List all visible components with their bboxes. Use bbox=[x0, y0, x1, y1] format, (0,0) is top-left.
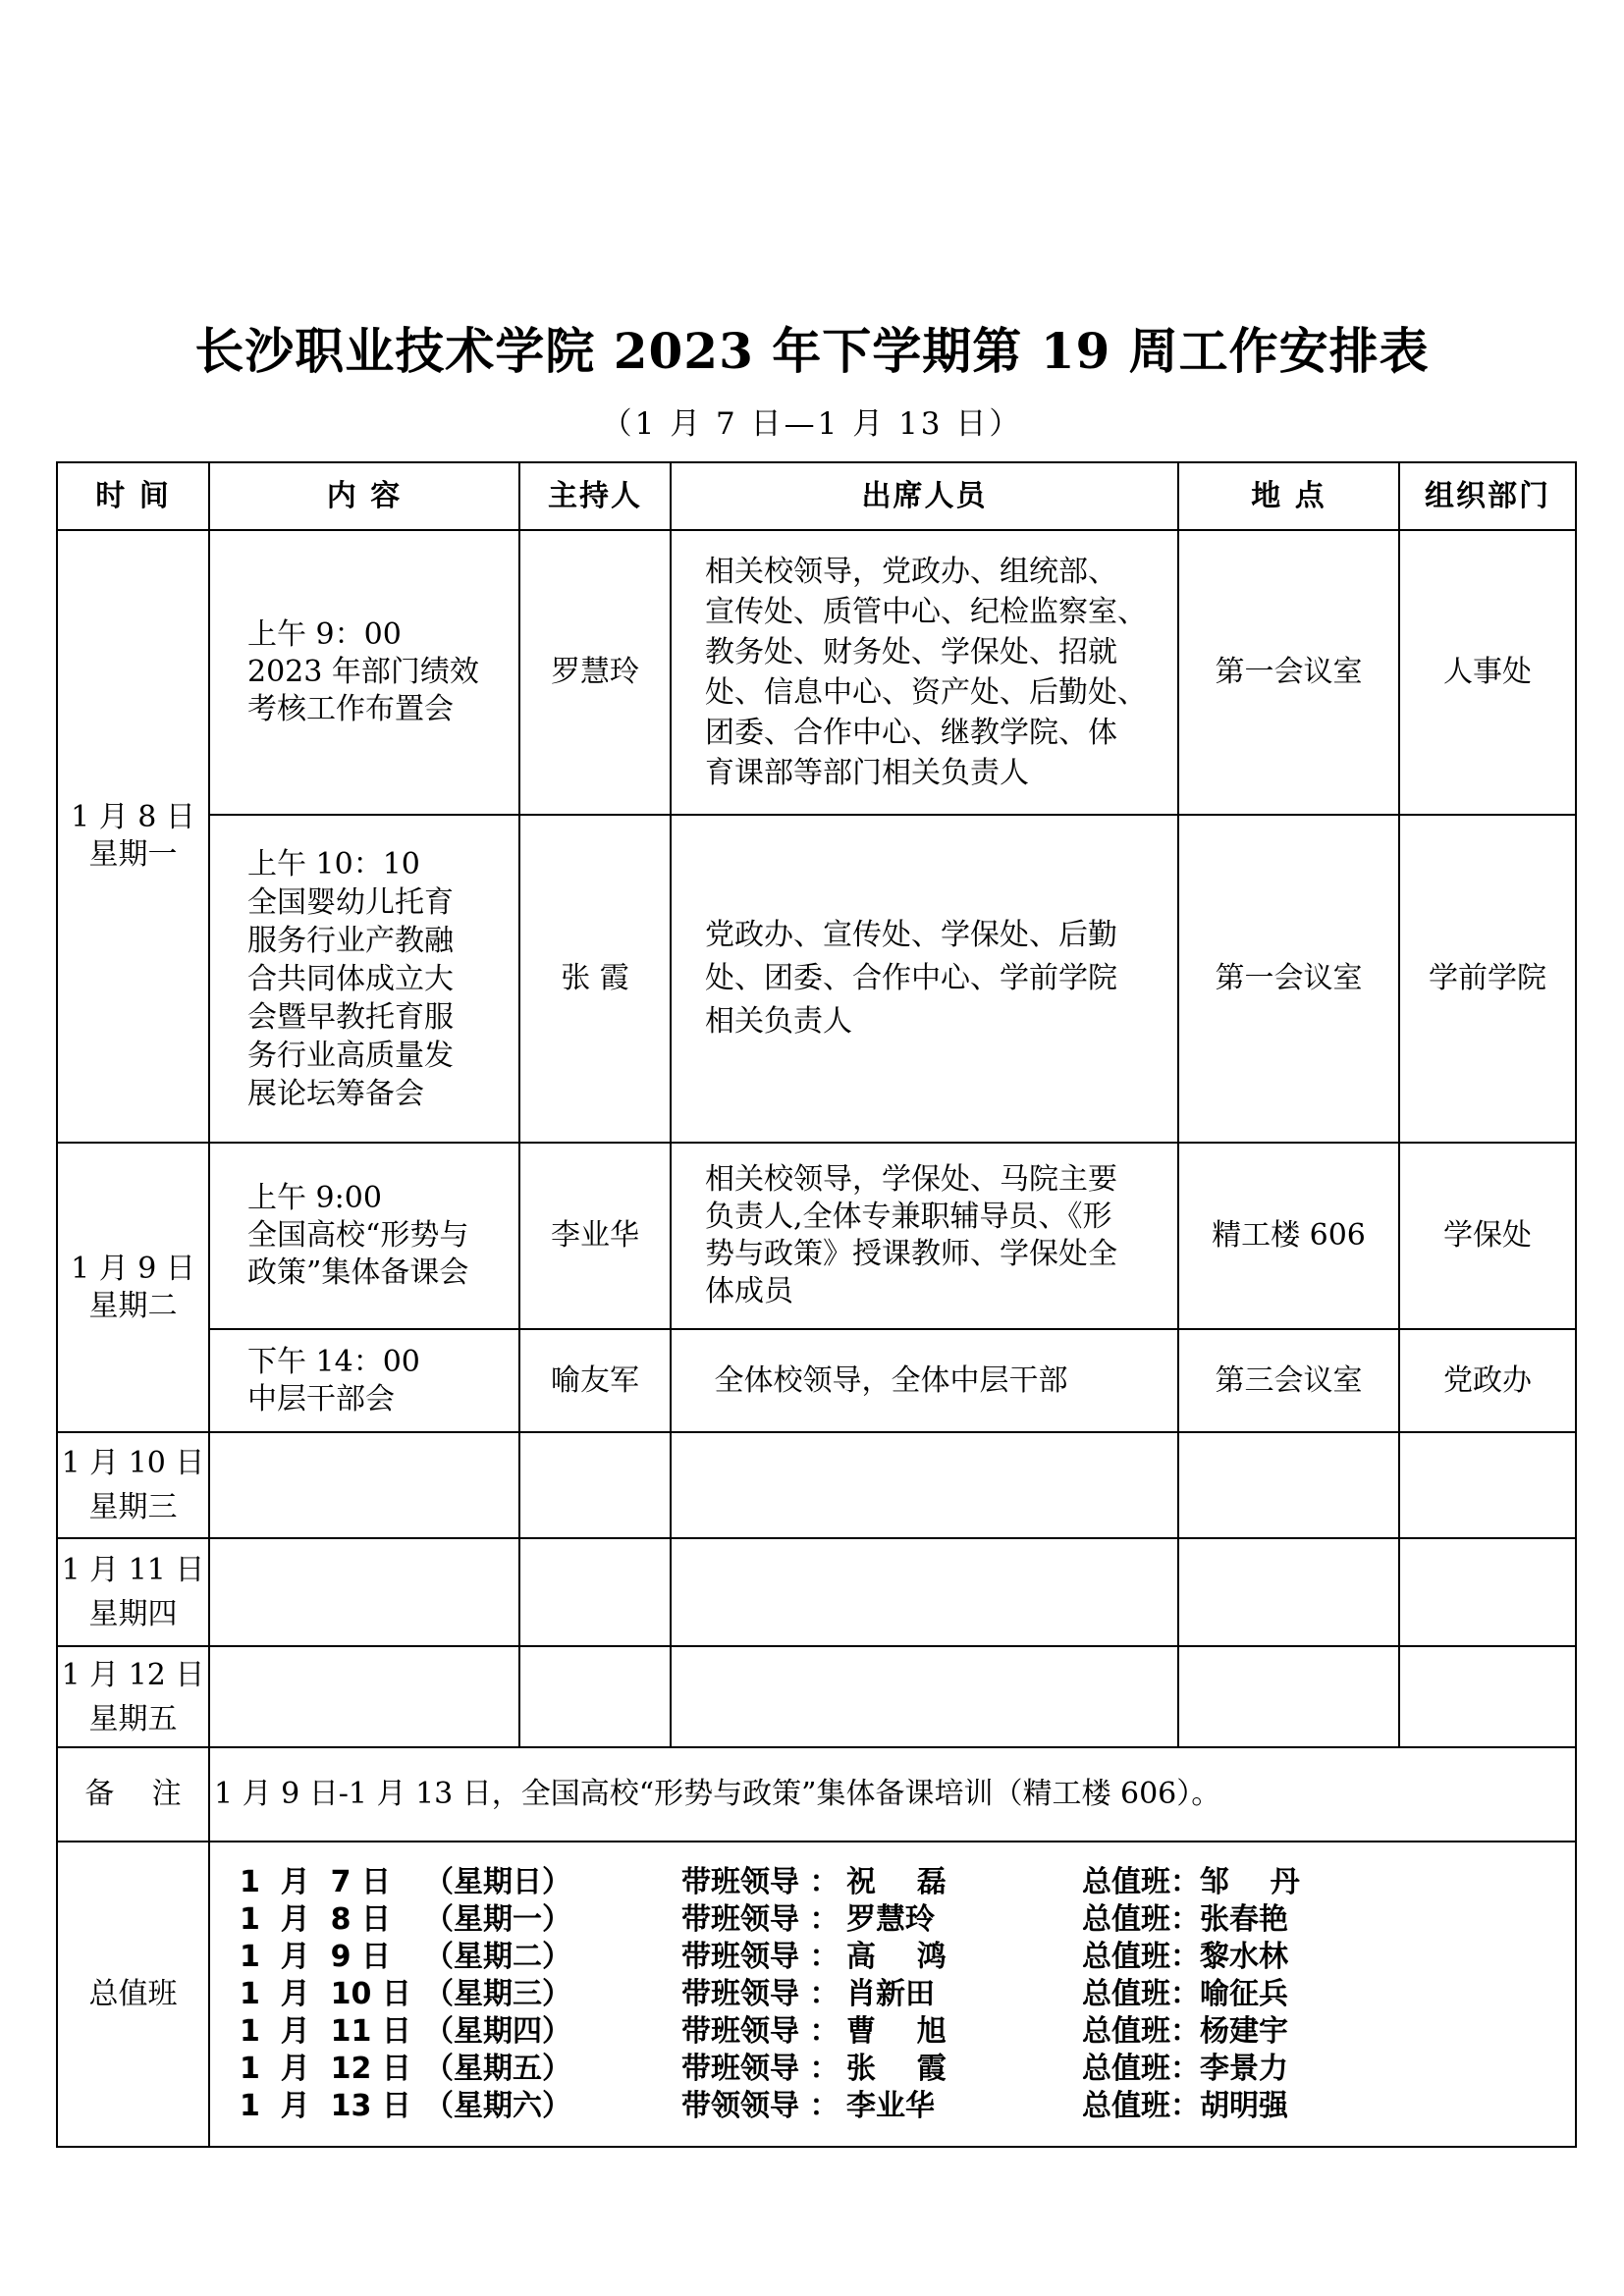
event-content: 上午 9:00 全国高校“形势与 政策”集体备课会 bbox=[209, 1143, 519, 1329]
duty-officer-label: 总值班： bbox=[1082, 1939, 1200, 1974]
duty-officer: 黎水林 bbox=[1200, 1939, 1288, 1974]
event-content: 上午 10：10 全国婴幼儿托育 服务行业产教融 合共同体成立大 会暨早教托育服 务行业高质量发 展论坛筹备会 bbox=[209, 815, 519, 1143]
schedule-table bbox=[56, 461, 1577, 2148]
header-organizer: 组织部门 bbox=[1399, 462, 1576, 530]
event-host: 李业华 bbox=[519, 1143, 671, 1329]
empty-cell bbox=[1399, 1646, 1576, 1747]
duty-leader-label: 带班领导 ： bbox=[681, 1976, 839, 2011]
duty-leader-label: 带班领导 ： bbox=[681, 1939, 839, 1974]
header-time: 时 间 bbox=[57, 462, 209, 530]
duty-label: 总值班 bbox=[57, 1842, 209, 2147]
header-location: 地 点 bbox=[1178, 462, 1399, 530]
event-location: 第一会议室 bbox=[1178, 815, 1399, 1143]
duty-date: 1 月 11 日 bbox=[240, 2013, 411, 2049]
duty-leader-label: 带班领导 ： bbox=[681, 1864, 839, 1899]
empty-cell bbox=[209, 1432, 519, 1538]
event-host: 罗慧玲 bbox=[519, 530, 671, 815]
duty-officer: 胡明强 bbox=[1200, 2088, 1288, 2123]
date-cell: 1 月 8 日 星期一 bbox=[57, 530, 209, 1143]
duty-weekday: （星期二） bbox=[424, 1939, 571, 1974]
duty-row bbox=[57, 1842, 1576, 2147]
table-row bbox=[57, 530, 1576, 815]
empty-cell bbox=[1178, 1646, 1399, 1747]
header-row bbox=[57, 462, 1576, 530]
duty-weekday: （星期四） bbox=[424, 2013, 571, 2049]
duty-officer-label: 总值班： bbox=[1082, 1864, 1200, 1899]
duty-officer-label: 总值班： bbox=[1082, 2088, 1200, 2123]
table-row bbox=[57, 1538, 1576, 1646]
duty-roster-row bbox=[240, 1864, 1318, 1901]
duty-roster-row bbox=[240, 2051, 1318, 2088]
duty-officer-label: 总值班： bbox=[1082, 2051, 1200, 2086]
event-host: 张 霞 bbox=[519, 815, 671, 1143]
duty-leader-label: 带班领导 ： bbox=[681, 2051, 839, 2086]
duty-leader-label: 带领领导 ： bbox=[681, 2088, 839, 2123]
empty-cell bbox=[1399, 1538, 1576, 1646]
event-location: 第三会议室 bbox=[1178, 1329, 1399, 1432]
event-host: 喻友军 bbox=[519, 1329, 671, 1432]
empty-cell bbox=[519, 1432, 671, 1538]
event-organizer: 人事处 bbox=[1399, 530, 1576, 815]
duty-roster-row bbox=[240, 2088, 1318, 2125]
duty-date: 1 月 8 日 bbox=[240, 1901, 391, 1937]
date-cell: 1 月 9 日 星期二 bbox=[57, 1143, 209, 1432]
event-content: 下午 14：00 中层干部会 bbox=[209, 1329, 519, 1432]
event-attendees: 党政办、宣传处、学保处、后勤 处、团委、合作中心、学前学院 相关负责人 bbox=[671, 815, 1178, 1143]
duty-officer-label: 总值班： bbox=[1082, 1976, 1200, 2011]
date-cell: 1 月 10 日 星期三 bbox=[57, 1432, 209, 1538]
duty-date: 1 月 10 日 bbox=[240, 1976, 411, 2011]
empty-cell bbox=[519, 1538, 671, 1646]
event-attendees: 相关校领导，学保处、马院主要 负责人,全体专兼职辅导员、《形 势与政策》授课教师、学保处全 体成员 bbox=[671, 1143, 1178, 1329]
duty-officer: 李景力 bbox=[1200, 2051, 1288, 2086]
table-row bbox=[57, 1432, 1576, 1538]
duty-leader-label: 带班领导 ： bbox=[681, 1901, 839, 1937]
duty-roster-row bbox=[240, 1901, 1318, 1939]
duty-leader: 肖新田 bbox=[846, 1976, 935, 2011]
duty-officer-label: 总值班： bbox=[1082, 1901, 1200, 1937]
remark-text: 1 月 9 日-1 月 13 日，全国高校“形势与政策”集体备课培训（精工楼 606）。 bbox=[209, 1747, 1576, 1842]
empty-cell bbox=[209, 1538, 519, 1646]
duty-officer: 张春艳 bbox=[1200, 1901, 1288, 1937]
duty-roster bbox=[240, 1864, 1318, 2125]
duty-weekday: （星期六） bbox=[424, 2088, 571, 2123]
duty-weekday: （星期五） bbox=[424, 2051, 571, 2086]
event-organizer: 党政办 bbox=[1399, 1329, 1576, 1432]
duty-roster-row bbox=[240, 2013, 1318, 2051]
empty-cell bbox=[671, 1646, 1178, 1747]
duty-date: 1 月 12 日 bbox=[240, 2051, 411, 2086]
duty-officer: 杨建宇 bbox=[1200, 2013, 1288, 2049]
date-cell: 1 月 11 日 星期四 bbox=[57, 1538, 209, 1646]
table-row bbox=[57, 815, 1576, 1143]
event-organizer: 学保处 bbox=[1399, 1143, 1576, 1329]
duty-date: 1 月 7 日 bbox=[240, 1864, 391, 1899]
header-attendees: 出席人员 bbox=[671, 462, 1178, 530]
duty-roster-row bbox=[240, 1939, 1318, 1976]
duty-leader-label: 带班领导 ： bbox=[681, 2013, 839, 2049]
duty-date: 1 月 9 日 bbox=[240, 1939, 391, 1974]
empty-cell bbox=[1178, 1432, 1399, 1538]
empty-cell bbox=[209, 1646, 519, 1747]
empty-cell bbox=[671, 1538, 1178, 1646]
duty-officer: 喻征兵 bbox=[1200, 1976, 1288, 2011]
event-attendees: 相关校领导，党政办、组统部、 宣传处、质管中心、纪检监察室、 教务处、财务处、学保处、招就 处、信息中心、资产处、后勤处、 团委、合作中心、继教学院、体 育课部等部门相关负责人 bbox=[671, 530, 1178, 815]
event-attendees: 全体校领导，全体中层干部 bbox=[671, 1329, 1178, 1432]
date-range: （1 月 7 日—1 月 13 日） bbox=[601, 406, 1023, 442]
event-content: 上午 9：00 2023 年部门绩效 考核工作布置会 bbox=[209, 530, 519, 815]
duty-officer: 邹 丹 bbox=[1200, 1864, 1300, 1899]
duty-leader: 祝 磊 bbox=[846, 1864, 947, 1899]
duty-leader: 曹 旭 bbox=[846, 2013, 947, 2049]
empty-cell bbox=[519, 1646, 671, 1747]
duty-leader: 张 霞 bbox=[846, 2051, 947, 2086]
page-title: 长沙职业技术学院 2023 年下学期第 19 周工作安排表 bbox=[194, 322, 1430, 380]
duty-leader: 李业华 bbox=[846, 2088, 935, 2123]
remark-label: 备 注 bbox=[57, 1747, 209, 1842]
duty-cell bbox=[209, 1842, 1576, 2147]
duty-leader: 罗慧玲 bbox=[846, 1901, 935, 1937]
empty-cell bbox=[671, 1432, 1178, 1538]
duty-roster-row bbox=[240, 1976, 1318, 2013]
date-cell: 1 月 12 日 星期五 bbox=[57, 1646, 209, 1747]
event-location: 精工楼 606 bbox=[1178, 1143, 1399, 1329]
empty-cell bbox=[1178, 1538, 1399, 1646]
header-host: 主持人 bbox=[519, 462, 671, 530]
header-content: 内 容 bbox=[209, 462, 519, 530]
duty-date: 1 月 13 日 bbox=[240, 2088, 411, 2123]
event-location: 第一会议室 bbox=[1178, 530, 1399, 815]
duty-leader: 高 鸿 bbox=[846, 1939, 947, 1974]
duty-weekday: （星期一） bbox=[424, 1901, 571, 1937]
duty-weekday: （星期日） bbox=[424, 1864, 571, 1899]
table-row bbox=[57, 1329, 1576, 1432]
duty-officer-label: 总值班： bbox=[1082, 2013, 1200, 2049]
remark-row bbox=[57, 1747, 1576, 1842]
table-row bbox=[57, 1143, 1576, 1329]
event-organizer: 学前学院 bbox=[1399, 815, 1576, 1143]
empty-cell bbox=[1399, 1432, 1576, 1538]
table-row bbox=[57, 1646, 1576, 1747]
duty-weekday: （星期三） bbox=[424, 1976, 571, 2011]
